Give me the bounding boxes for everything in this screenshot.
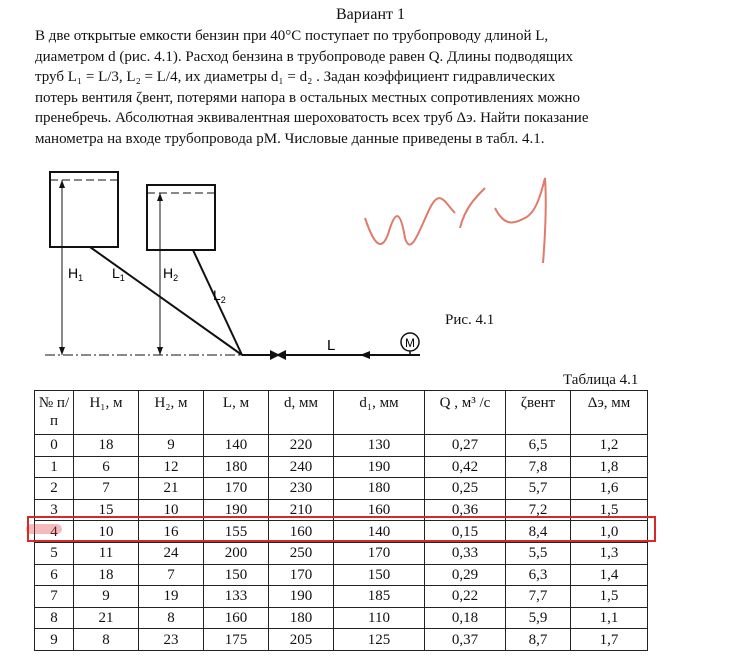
cell: 130: [334, 435, 425, 457]
schematic-diagram: [30, 160, 430, 370]
cell: 160: [334, 499, 425, 521]
cell: 1,3: [571, 542, 648, 564]
cell: 240: [269, 456, 334, 478]
cell: 0,15: [425, 521, 506, 543]
header-num: № п/п: [35, 391, 74, 435]
cell: 200: [204, 542, 269, 564]
cell: 10: [74, 521, 139, 543]
cell: 5: [35, 542, 74, 564]
manometer-label: M: [405, 336, 415, 350]
cell: 7: [139, 564, 204, 586]
cell: 180: [204, 456, 269, 478]
cell: 0,33: [425, 542, 506, 564]
cell: 0,37: [425, 629, 506, 651]
figure-caption: Рис. 4.1: [445, 312, 495, 328]
h2-label: $H_2$: [163, 265, 179, 283]
cell: 7: [74, 478, 139, 500]
cell: 1,5: [571, 586, 648, 608]
cell: 180: [334, 478, 425, 500]
cell: 190: [269, 586, 334, 608]
cell: 175: [204, 629, 269, 651]
cell: 9: [35, 629, 74, 651]
cell: 18: [74, 435, 139, 457]
cell: 150: [204, 564, 269, 586]
cell: 0,18: [425, 607, 506, 629]
cell: 205: [269, 629, 334, 651]
cell: 1,1: [571, 607, 648, 629]
cell: 11: [74, 542, 139, 564]
cell: 5,7: [506, 478, 571, 500]
problem-line: манометра на входе трубопровода pМ. Числовые данные приведены в табл. 4.1.: [35, 130, 545, 147]
cell: 185: [334, 586, 425, 608]
header-d: d, мм: [269, 391, 334, 435]
cell: 23: [139, 629, 204, 651]
cell: 150: [334, 564, 425, 586]
table-row: [35, 629, 648, 651]
cell: 110: [334, 607, 425, 629]
cell: 1,4: [571, 564, 648, 586]
problem-text: [35, 26, 685, 149]
l-label: L: [327, 337, 336, 354]
cell: 21: [74, 607, 139, 629]
header-delta: Δэ, мм: [571, 391, 648, 435]
cell: 170: [334, 542, 425, 564]
cell: 0,25: [425, 478, 506, 500]
header-l: L, м: [204, 391, 269, 435]
l1-label: $L_1$: [112, 265, 125, 283]
cell: 180: [269, 607, 334, 629]
cell: 170: [269, 564, 334, 586]
cell: 4: [35, 521, 74, 543]
cell: 7,7: [506, 586, 571, 608]
header-zeta: ζвент: [506, 391, 571, 435]
cell: 0,22: [425, 586, 506, 608]
table-row: [35, 542, 648, 564]
cell: 210: [269, 499, 334, 521]
table-caption: Таблица 4.1: [563, 372, 639, 388]
cell: 5,5: [506, 542, 571, 564]
table-row: [35, 456, 648, 478]
header-q: Q , м³ /с: [425, 391, 506, 435]
cell: 220: [269, 435, 334, 457]
problem-line: диаметром d (рис. 4.1). Расход бензина в трубопроводе равен Q. Длины подводящих: [35, 48, 574, 65]
cell: 190: [204, 499, 269, 521]
table-row: [35, 607, 648, 629]
cell: 9: [139, 435, 204, 457]
cell: 250: [269, 542, 334, 564]
cell: 1,8: [571, 456, 648, 478]
tank-1: [50, 172, 118, 247]
cell: 125: [334, 629, 425, 651]
cell: 0: [35, 435, 74, 457]
cell: 190: [334, 456, 425, 478]
cell: 18: [74, 564, 139, 586]
cell: 1: [35, 456, 74, 478]
table-row: [35, 435, 648, 457]
cell: 140: [204, 435, 269, 457]
cell: 15: [74, 499, 139, 521]
cell: 7,8: [506, 456, 571, 478]
cell: 8: [74, 629, 139, 651]
cell: 3: [35, 499, 74, 521]
header-h1: H₁, м: [74, 391, 139, 435]
cell: 8,4: [506, 521, 571, 543]
cell: 1,0: [571, 521, 648, 543]
cell: 6: [74, 456, 139, 478]
cell: 7: [35, 586, 74, 608]
cell: 1,2: [571, 435, 648, 457]
cell: 21: [139, 478, 204, 500]
cell: 6,5: [506, 435, 571, 457]
problem-line: труб L₁ = L/3, L₂ = L/4, их диаметры d₁ = d₂ . Задан коэффициент гидравлических: [35, 69, 556, 85]
cell: 1,6: [571, 478, 648, 500]
cell: 7,2: [506, 499, 571, 521]
table-header-row: [35, 391, 648, 435]
l2-label: $L_2$: [213, 287, 226, 305]
cell: 12: [139, 456, 204, 478]
cell: 2: [35, 478, 74, 500]
page-title: Вариант 1: [336, 6, 405, 23]
cell: 8: [139, 607, 204, 629]
row-highlight-box: [27, 516, 656, 542]
header-d1: d₁, мм: [334, 391, 425, 435]
table-row: [35, 586, 648, 608]
h1-label: $H_1$: [68, 265, 84, 283]
cell: 0,36: [425, 499, 506, 521]
cell: 6: [35, 564, 74, 586]
cell: 1,5: [571, 499, 648, 521]
cell: 0,27: [425, 435, 506, 457]
cell: 9: [74, 586, 139, 608]
cell: 140: [334, 521, 425, 543]
cell: 230: [269, 478, 334, 500]
table-row: [35, 478, 648, 500]
cell: 10: [139, 499, 204, 521]
cell: 133: [204, 586, 269, 608]
problem-line: В две открытые емкости бензин при 40°C поступает по трубопроводу длиной L,: [35, 28, 549, 44]
cell: 6,3: [506, 564, 571, 586]
table-row: [35, 564, 648, 586]
cell: 0,42: [425, 456, 506, 478]
cell: 1,7: [571, 629, 648, 651]
cell: 24: [139, 542, 204, 564]
cell: 8,7: [506, 629, 571, 651]
cell: 0,29: [425, 564, 506, 586]
cell: 160: [269, 521, 334, 543]
cell: 16: [139, 521, 204, 543]
cell: 170: [204, 478, 269, 500]
header-h2: H₂, м: [139, 391, 204, 435]
cell: 19: [139, 586, 204, 608]
problem-line: потерь вентиля ζвент, потерями напора в остальных местных сопротивлениях можно: [35, 89, 580, 106]
cell: 160: [204, 607, 269, 629]
cell: 155: [204, 521, 269, 543]
cell: 8: [35, 607, 74, 629]
tank-2: [147, 185, 215, 250]
cell: 5,9: [506, 607, 571, 629]
problem-line: пренебречь. Абсолютная эквивалентная шероховатость всех труб Δэ. Найти показание: [35, 110, 589, 126]
